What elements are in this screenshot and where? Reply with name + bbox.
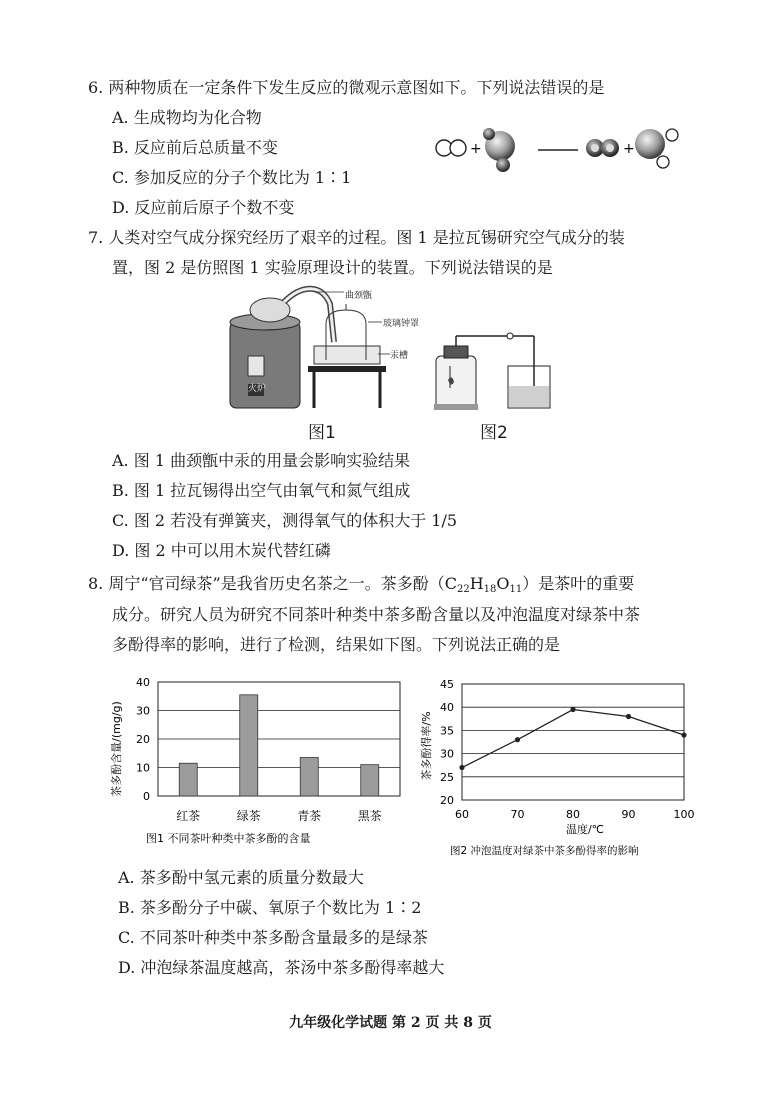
reactant-molecule-1 [436,140,466,156]
reaction-diagram [430,120,690,180]
formula-o: O [496,574,510,593]
bar [240,695,258,796]
x-tick-label: 红茶 [176,809,201,823]
y-tick-label: 20 [440,794,454,807]
q7-stem-line1: 7. 人类对空气成分探究经历了艰辛的过程。图 1 是拉瓦锡研究空气成分的装 [88,228,625,247]
formula-sub-c: 22 [456,584,470,595]
x-tick-label: 60 [455,808,469,821]
q8-option-a: A. 茶多酚中氢元素的质量分数最大 [118,868,364,887]
x-tick-label: 100 [673,808,695,821]
q8-stem-line1 [88,573,634,601]
y-tick-label: 0 [143,790,150,803]
y-tick-label: 45 [440,678,454,691]
formula-sub-h: 18 [483,584,497,595]
product-molecule-2 [635,129,678,168]
y-axis-label: 茶多酚得率/% [420,711,433,781]
q8-stem-line2: 成分。研究人员为研究不同茶叶种类中茶多酚含量以及冲泡温度对绿茶中茶 [112,605,641,624]
x-tick-label: 90 [621,808,636,821]
q8-stem-line1-post: ）是茶叶的重要 [522,574,635,593]
y-tick-label: 10 [136,761,150,775]
y-tick-label: 40 [440,701,454,715]
q8-stem-line3: 多酚得率的影响，进行了检测，结果如下图。下列说法正确的是 [112,635,561,654]
y-tick-label: 30 [136,704,150,718]
q7-option-c: C. 图 2 若没有弹簧夹，测得氧气的体积大于 1/5 [112,511,458,530]
q7-option-a: A. 图 1 曲颈甑中汞的用量会影响实验结果 [112,451,411,470]
label-mercury-trough: 汞槽 [390,351,409,361]
q7-option-d: D. 图 2 中可以用木炭代替红磷 [112,541,331,560]
page-footer: 九年级化学试题 第 2 页 共 8 页 [289,1015,492,1031]
q7-stem-line2: 置，图 2 是仿照图 1 实验原理设计的装置。下列说法错误的是 [112,258,553,277]
q6-option-b: B. 反应前后总质量不变 [112,138,278,157]
plus-sign: + [470,141,482,157]
data-point [459,765,464,770]
reactant-molecule-2 [483,128,515,172]
data-point [570,707,575,712]
x-tick-label: 绿茶 [236,809,261,823]
label-furnace: 火炉 [248,384,267,394]
data-point [515,737,520,742]
y-tick-label: 25 [440,770,454,784]
formula-h: H [469,574,484,593]
bar [300,758,318,796]
plus-sign: + [623,141,635,157]
q6-stem: 6. 两种物质在一定条件下发生反应的微观示意图如下。下列说法错误的是 [88,78,605,97]
q7-option-b: B. 图 1 拉瓦锡得出空气由氧气和氮气组成 [112,481,411,500]
x-tick-label: 70 [510,808,525,821]
label-retort: 曲颈甑 [345,291,373,301]
chart-title: 图1 不同茶叶种类中茶多酚的含量 [146,832,311,845]
label-bell-jar: 玻璃钟罩 [383,319,420,329]
phosphorus-apparatus [430,316,560,412]
data-point [681,732,686,737]
y-tick-label: 40 [136,676,150,689]
lavoisier-apparatus [222,284,412,414]
bar [179,763,197,796]
y-axis-label: 茶多酚含量/(mg/g) [110,701,123,797]
q6-option-c: C. 参加反应的分子个数比为 1∶1 [112,168,352,187]
x-axis-label: 温度/℃ [565,823,605,836]
q8-option-c: C. 不同茶叶种类中茶多酚含量最多的是绿茶 [118,928,428,947]
plot-frame [462,684,684,800]
formula-sub-o: 11 [509,584,523,595]
product-molecule-1 [586,139,619,157]
fig2-label: 图2 [480,423,508,443]
y-tick-label: 30 [440,747,454,761]
series-line [462,710,684,768]
y-tick-label: 35 [440,724,454,738]
line-chart-brewing-temperature [410,672,700,862]
q6-option-a: A. 生成物均为化合物 [112,108,262,127]
bar [361,765,379,796]
x-tick-label: 黑茶 [357,809,382,823]
q8-option-d: D. 冲泡绿茶温度越高，茶汤中茶多酚得率越大 [118,958,445,977]
bar-chart-tea-polyphenol-content [100,672,420,850]
q8-stem-line1-pre: 8. 周宁“官司绿茶”是我省历史名茶之一。茶多酚（C [88,574,457,593]
q6-option-d: D. 反应前后原子个数不变 [112,198,295,217]
y-tick-label: 20 [136,733,150,746]
data-point [626,714,631,719]
fig1-label: 图1 [308,423,336,443]
chart-title: 图2 冲泡温度对绿茶中茶多酚得率的影响 [450,845,639,857]
q8-option-b: B. 茶多酚分子中碳、氧原子个数比为 1∶2 [118,898,422,917]
x-tick-label: 青茶 [297,809,322,823]
x-tick-label: 80 [566,808,580,821]
